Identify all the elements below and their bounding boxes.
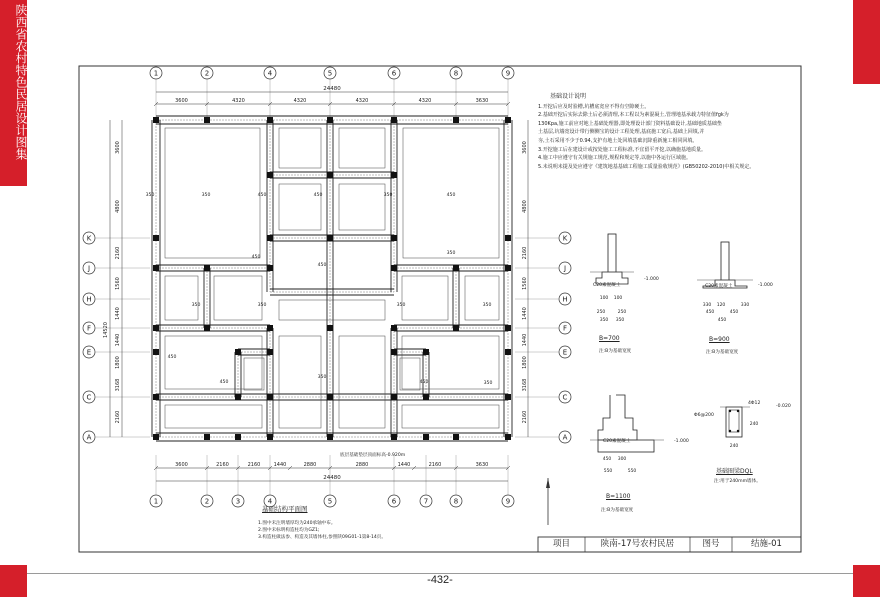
beam-outline: [726, 407, 742, 437]
width-label: 350: [257, 303, 267, 308]
structural-column: [327, 434, 333, 440]
dim-text: 3168: [115, 378, 121, 392]
detail-note: 注:B为基础宽度: [601, 508, 634, 513]
structural-column: [391, 349, 397, 355]
note-line: 2.基础开挖后实际去除土后必须清理,本工程以为素混凝土,管理地基承载力特征值fgk为: [538, 112, 729, 119]
footing-outline: [402, 276, 448, 320]
footing-outline: [402, 405, 499, 428]
width-label: 450: [446, 193, 456, 198]
detail-dim: 250: [596, 310, 606, 315]
axis-label: E: [562, 348, 568, 357]
structural-column: [391, 172, 397, 178]
structural-column: [204, 117, 210, 123]
dim-text: 2160: [247, 462, 261, 468]
foundation-notes: [538, 93, 828, 171]
structural-column: [505, 235, 511, 241]
note-line: 3.开挖施工后在建设计或按处施工工程标准,不宜留平开挖,以确施基地质量。: [538, 146, 706, 153]
footing-outline: [279, 184, 321, 230]
structural-column: [453, 325, 459, 331]
dim-text: 4320: [418, 98, 432, 104]
axis-label: C: [86, 393, 92, 402]
structural-column: [505, 265, 511, 271]
dim-text: 1440: [522, 333, 528, 347]
structural-column: [327, 117, 333, 123]
axis-label: 3: [235, 497, 241, 506]
axis-label: J: [87, 264, 91, 273]
detail-dim: 350: [599, 318, 609, 323]
stirrup-label: Φ6@200: [694, 413, 714, 418]
width-label: 350: [483, 381, 493, 386]
dimension-lines: [103, 86, 528, 481]
stirrup: [729, 410, 739, 432]
elevation-label: -1.000: [644, 277, 659, 282]
wall-stem: [608, 234, 616, 272]
axis-label: K: [86, 234, 92, 243]
detail-dim: 100: [599, 296, 609, 301]
structural-column: [267, 117, 273, 123]
width-label: 350: [383, 193, 393, 198]
structural-column: [235, 434, 241, 440]
notes-title: 基础设计说明: [550, 93, 587, 100]
footing-outline: [165, 336, 262, 389]
project-label: 项目: [552, 539, 570, 549]
footing-outline: [339, 184, 385, 230]
footing-outline: [244, 358, 264, 390]
detail-note: 注:B为基础宽度: [706, 350, 739, 355]
footing-outline: [465, 276, 499, 320]
width-label: 350: [317, 375, 327, 380]
dim-text: 14520: [103, 322, 109, 338]
dim-text: 1560: [522, 277, 528, 290]
axis-label: 9: [505, 497, 511, 506]
dim-text: 3168: [522, 378, 528, 392]
dim-text: 3600: [175, 462, 188, 468]
plan-note-line: 1.图中未注明墙厚均为240承轴中布。: [258, 521, 336, 526]
dim-text: 2160: [428, 462, 442, 468]
detail-dim: 450: [717, 318, 727, 323]
axis-label: H: [562, 295, 568, 304]
drawing-label: 图号: [702, 539, 720, 549]
rebar-dot: [729, 410, 731, 412]
detail-b700: [590, 234, 634, 284]
width-label: 450: [419, 380, 429, 385]
footing-outline: [339, 128, 385, 168]
width-label: 450: [251, 255, 261, 260]
rebar-dot: [737, 430, 739, 432]
elevation-label: -1.000: [674, 439, 689, 444]
axis-label: 5: [327, 497, 333, 506]
detail-dim: 450: [729, 310, 739, 315]
dim-text: 3600: [175, 98, 188, 104]
footing-outline: [279, 300, 385, 320]
detail-dim: 550: [627, 469, 637, 474]
structural-column: [391, 434, 397, 440]
project-name: 陕南-17号农村民居: [600, 539, 675, 549]
structural-column: [453, 265, 459, 271]
concrete-label: C20素混凝土: [603, 439, 631, 444]
width-label: 350: [396, 303, 406, 308]
footing-outline: [165, 128, 260, 258]
detail-note: 注:B为基础宽度: [599, 349, 632, 354]
structural-column: [267, 434, 273, 440]
structural-column: [153, 117, 159, 123]
footing-outline: [339, 336, 385, 428]
width-label: 450: [167, 355, 177, 360]
dim-text: 2160: [522, 246, 528, 260]
axis-label: E: [86, 348, 92, 357]
axis-label: K: [562, 234, 568, 243]
structural-column: [204, 434, 210, 440]
dim-text: 1440: [397, 462, 411, 468]
structural-column: [391, 325, 397, 331]
structural-column: [153, 349, 159, 355]
dim-text: 1440: [522, 307, 528, 320]
page-number: -432-: [427, 574, 453, 586]
axis-label: 2: [204, 497, 210, 506]
concrete-label: C20素混凝土: [593, 283, 621, 288]
structural-column: [235, 394, 241, 400]
dim-text: 24480: [323, 475, 341, 481]
dim-text: 1440: [273, 462, 287, 468]
structural-column: [267, 172, 273, 178]
width-label: 450: [317, 263, 327, 268]
structural-column: [327, 235, 333, 241]
structural-column: [505, 434, 511, 440]
elevation-note: 底层基础垫层顶面标高-0.920m: [340, 453, 406, 458]
dim-text: 1800: [115, 356, 121, 369]
detail-dim: 450: [602, 457, 612, 462]
plan-note-line: 3.构造柱做法参、构造及其墙体柱,参照陕09G01-1第8-14页。: [258, 535, 386, 540]
axis-label: H: [86, 295, 92, 304]
structural-column: [423, 434, 429, 440]
dim-text: 2160: [216, 462, 229, 468]
elevation-label: -0.020: [776, 404, 791, 409]
structural-column: [453, 117, 459, 123]
width-label: 350: [145, 193, 155, 198]
structural-column: [391, 235, 397, 241]
dim-text: 3630: [475, 98, 489, 104]
dim-text: 4320: [232, 98, 245, 104]
width-label: 350: [201, 193, 211, 198]
note-line: 土基层,坑墙宽设计带行侧侧宝的设计工程处理,基底施工宽后,基础上回填,并: [538, 129, 705, 136]
detail-ring-beam: [720, 407, 750, 437]
note-line: 1.开挖后应及时验槽,坑槽底宽应不得有空隙硬土。: [538, 103, 650, 110]
detail-dim: 250: [617, 310, 627, 315]
dim-text: 4320: [355, 98, 369, 104]
structural-column: [235, 349, 241, 355]
dim-text: 4800: [522, 200, 528, 213]
width-label: 450: [257, 193, 267, 198]
axis-label: A: [562, 433, 568, 442]
structural-column: [453, 434, 459, 440]
footing-step: [598, 395, 637, 440]
width-label: 350: [446, 251, 456, 256]
detail-dim: 240: [729, 444, 739, 449]
width-label: 350: [191, 303, 201, 308]
detail-note: 注:用于240mm墙体。: [714, 479, 761, 484]
axis-label: C: [562, 393, 568, 402]
axis-label: 4: [267, 69, 273, 78]
axis-label: F: [86, 324, 92, 333]
north-arrow: [546, 478, 550, 525]
axis-label: F: [562, 324, 568, 333]
detail-dim: 240: [749, 422, 759, 427]
footing-outline: [165, 405, 262, 428]
structural-column: [327, 325, 333, 331]
axis-label: 2: [204, 69, 210, 78]
note-line: 夯,土石采用不少于0.94,支护有地土处回填基础沉降重新施工相同回填。: [538, 137, 698, 144]
axis-label: 1: [153, 69, 159, 78]
axis-label: 6: [391, 497, 397, 506]
foundation-plan: [146, 116, 512, 441]
footing-outline: [165, 276, 198, 320]
detail-dim: 120: [716, 303, 726, 308]
structural-column: [391, 265, 397, 271]
plan-note-line: 2.图中未标明构造柱均为GZ1;: [258, 528, 320, 533]
structural-column: [153, 394, 159, 400]
axis-label: 9: [505, 69, 511, 78]
structural-column: [423, 349, 429, 355]
footing-outline: [279, 128, 321, 168]
detail-dim: 550: [603, 469, 613, 474]
structural-column: [327, 394, 333, 400]
dim-text: 2160: [115, 410, 121, 424]
structural-column: [267, 235, 273, 241]
structural-column: [267, 325, 273, 331]
axis-label: 1: [153, 497, 159, 506]
plan-notes: [258, 520, 508, 541]
axis-label: 8: [453, 497, 459, 506]
width-label: 450: [219, 380, 229, 385]
rebar-dot: [737, 410, 739, 412]
structural-column: [423, 394, 429, 400]
rebar-dot: [729, 430, 731, 432]
detail-dim: 350: [615, 318, 625, 323]
dim-text: 3600: [522, 141, 528, 154]
axis-label: J: [563, 264, 567, 273]
structural-column: [153, 325, 159, 331]
axis-label: 6: [391, 69, 397, 78]
width-label: 350: [482, 303, 492, 308]
concrete-label: C20素混凝土: [705, 284, 733, 289]
structural-column: [391, 394, 397, 400]
structural-column: [153, 265, 159, 271]
structural-column: [327, 172, 333, 178]
width-label: 450: [313, 193, 323, 198]
structural-column: [153, 235, 159, 241]
dim-text: 24480: [323, 86, 341, 92]
dim-text: 2160: [522, 410, 528, 424]
plan-title: 基础结构平面图: [262, 505, 308, 513]
detail-caption-ring-beam: 基础圈梁DQL: [716, 468, 753, 475]
dim-text: 3630: [475, 462, 489, 468]
structural-column: [505, 394, 511, 400]
dim-text: 1560: [115, 277, 121, 290]
detail-caption-b700: B=700: [599, 335, 620, 342]
dim-text: 3600: [115, 141, 121, 154]
axis-label: A: [86, 433, 92, 442]
dim-text: 2160: [115, 246, 121, 260]
structural-column: [204, 325, 210, 331]
side-title: 陕西省农村特色民居设计图集: [14, 4, 28, 160]
dim-text: 1800: [522, 356, 528, 369]
detail-dim: 300: [617, 457, 627, 462]
structural-column: [505, 117, 511, 123]
axis-label: 8: [453, 69, 459, 78]
note-line: 5.未说明未提及处应遵守《建筑地基基础工程施工质量验收规范》(GB50202-2010)中相关规定。: [538, 163, 755, 170]
dim-text: 1440: [115, 307, 121, 320]
detail-caption-b900: B=900: [709, 336, 730, 343]
structural-column: [267, 265, 273, 271]
dim-text: 4800: [115, 200, 121, 213]
detail-caption-b1100: B=1100: [606, 493, 631, 500]
wall-stem: [721, 242, 729, 280]
rebar-label: 4Φ12: [748, 401, 761, 406]
detail-dim: 330: [740, 303, 750, 308]
structural-column: [505, 349, 511, 355]
footing-outline: [214, 276, 262, 320]
dim-text: 2880: [303, 462, 317, 468]
dim-text: 4320: [293, 98, 307, 104]
detail-dim: 100: [613, 296, 623, 301]
footing-outline: [400, 358, 420, 390]
drawing-number: 结施-01: [751, 539, 782, 549]
axis-label: 4: [267, 497, 273, 506]
structural-column: [267, 394, 273, 400]
structural-column: [153, 434, 159, 440]
axis-label: 7: [423, 497, 429, 506]
detail-b900: [697, 242, 753, 288]
elevation-label: -1.000: [758, 283, 773, 288]
structural-column: [267, 349, 273, 355]
structural-column: [505, 325, 511, 331]
detail-dim: 330: [702, 303, 712, 308]
dim-text: 1440: [115, 333, 121, 347]
axis-label: 5: [327, 69, 333, 78]
structural-column: [204, 265, 210, 271]
dim-text: 2880: [355, 462, 369, 468]
footing-outline: [279, 336, 321, 428]
note-line: 4.施工中应遵守有关规施工规范,规程和规定等,以施中各运行区域施。: [538, 155, 691, 162]
structural-column: [391, 117, 397, 123]
note-line: 130Kpa,施工前应对地上基础处理器,即处理设计部门资料基础设计,基础地质基础垫: [538, 120, 722, 127]
detail-dim: 450: [705, 310, 715, 315]
